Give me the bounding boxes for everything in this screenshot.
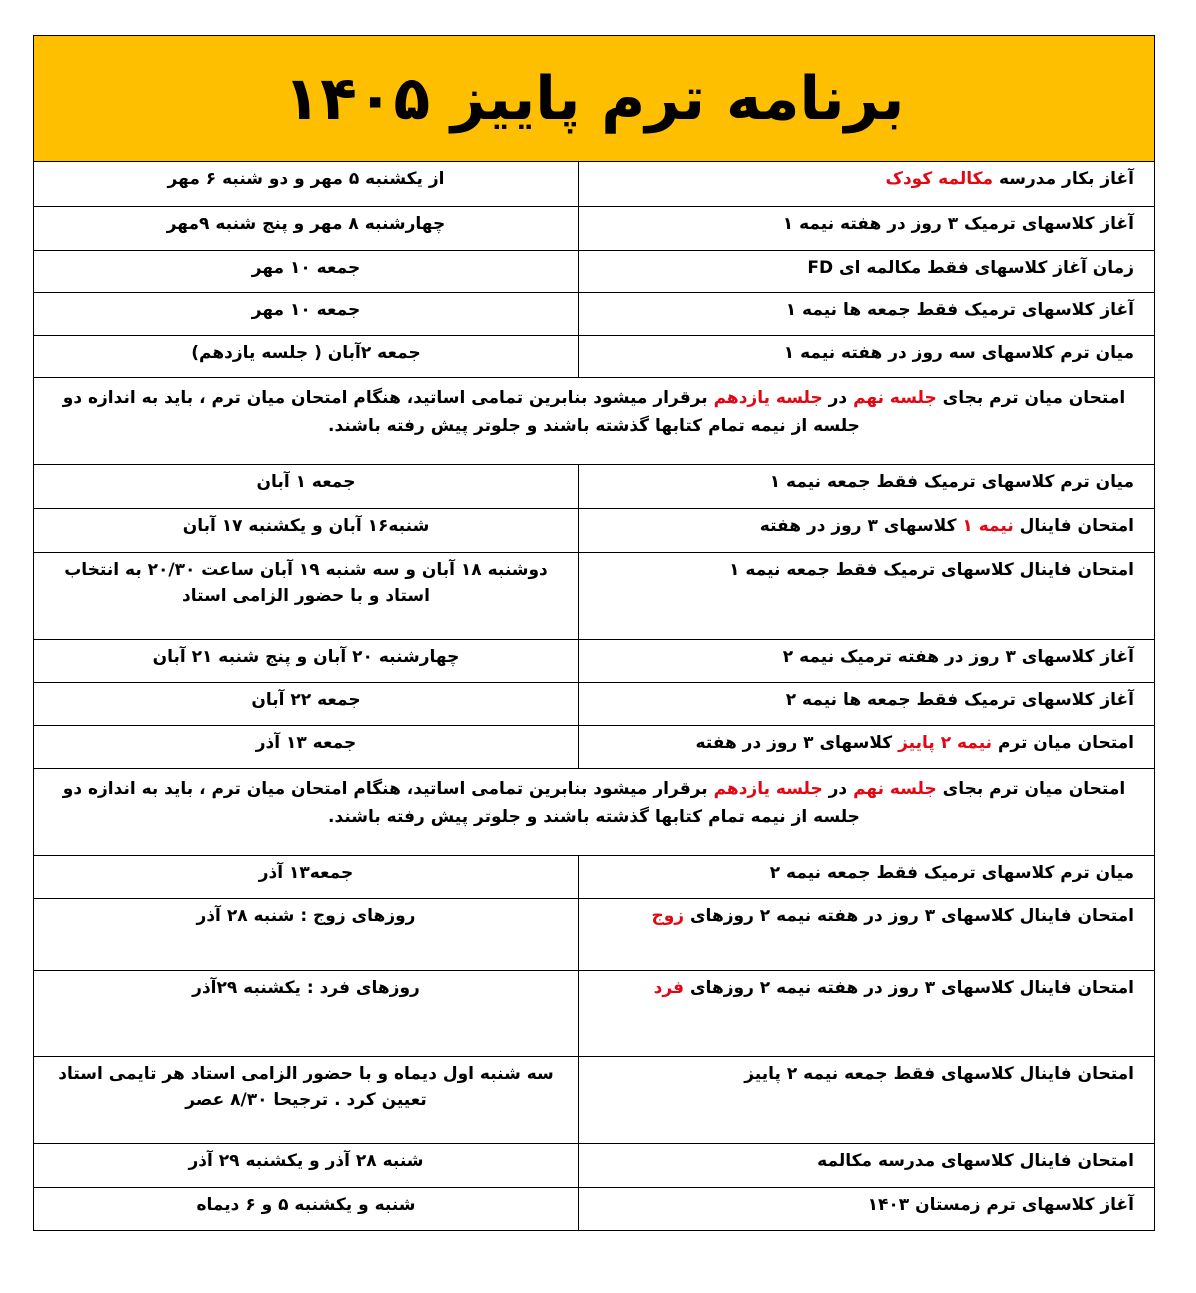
event-cell — [579, 162, 1155, 206]
event-text: آغاز کلاسهای ۳ روز در هفته ترمیک نیمه ۲ — [782, 646, 1134, 667]
note-highlight: جلسه یازدهم — [713, 387, 823, 408]
event-highlight: زوج — [651, 905, 685, 926]
schedule-row — [34, 682, 1154, 725]
schedule-row — [34, 206, 1154, 250]
note-row — [34, 377, 1154, 464]
event-cell — [579, 725, 1155, 768]
event-text: کلاسهای ۳ روز در هفته — [695, 732, 899, 753]
event-highlight: فرد — [653, 977, 685, 998]
note-text: در — [822, 778, 854, 799]
date-cell — [34, 1143, 579, 1187]
event-highlight: مکالمه کودک — [885, 169, 994, 189]
note-text: امتحان میان ترم بجای — [936, 387, 1126, 408]
date-cell — [34, 464, 579, 508]
event-text: میان ترم کلاسهای ترمیک فقط جمعه نیمه ۲ — [769, 862, 1134, 883]
event-cell — [579, 1143, 1155, 1187]
date-cell — [34, 970, 579, 1056]
event-cell — [579, 206, 1155, 250]
event-text: میان ترم کلاسهای ترمیک فقط جمعه نیمه ۱ — [769, 471, 1134, 492]
note-text: امتحان میان ترم بجای — [936, 778, 1126, 799]
event-cell — [579, 552, 1155, 639]
date-cell — [34, 206, 579, 250]
date-text: جمعه۱۳ آذر — [258, 862, 354, 883]
event-cell — [579, 250, 1155, 292]
schedule-row — [34, 1143, 1154, 1187]
event-text: آغاز کلاسهای ترمیک فقط جمعه ها نیمه ۲ — [785, 689, 1134, 710]
event-text: آغاز کلاسهای ترمیک فقط جمعه ها نیمه ۱ — [785, 299, 1134, 320]
event-text: زمان آغاز کلاسهای فقط مکالمه ای FD — [807, 257, 1134, 278]
event-text: امتحان فاینال کلاسهای ترمیک فقط جمعه نیمه ۱ — [729, 559, 1134, 580]
event-text: میان ترم کلاسهای سه روز در هفته نیمه ۱ — [783, 342, 1134, 363]
date-cell — [34, 1187, 579, 1230]
schedule-row — [34, 508, 1154, 552]
date-cell — [34, 292, 579, 335]
date-cell — [34, 250, 579, 292]
schedule-row — [34, 464, 1154, 508]
event-cell — [579, 335, 1155, 377]
date-text: دوشنبه ۱۸ آبان و سه شنبه ۱۹ آبان ساعت ۲۰/۳۰ به انتخاب استاد و با حضور الزامی استاد — [64, 559, 548, 606]
event-text: امتحان فاینال — [1013, 515, 1134, 536]
event-cell — [579, 639, 1155, 682]
date-text: روزهای فرد : یکشنبه ۲۹آذر — [192, 977, 420, 998]
date-text: شنبه و یکشنبه ۵ و ۶ دیماه — [196, 1194, 416, 1215]
date-cell — [34, 552, 579, 639]
event-text: امتحان میان ترم — [992, 732, 1134, 753]
date-text: شنبه ۲۸ آذر و یکشنبه ۲۹ آذر — [188, 1150, 424, 1171]
date-cell — [34, 898, 579, 970]
event-cell — [579, 682, 1155, 725]
date-text: جمعه ۱۰ مهر — [251, 257, 361, 278]
date-cell — [34, 1056, 579, 1143]
note-text: در — [822, 387, 854, 408]
date-cell — [34, 508, 579, 552]
note-text: برقرار میشود بنابرین تمامی اساتید، هنگام امتحان میان ترم ، باید به اندازه دو جلسه از نیمه تمام کتابها گذشته باشند و جلوتر پیش رفته باشند. — [62, 387, 860, 436]
date-text: چهارشنبه ۸ مهر و پنج شنبه ۹مهر — [166, 213, 446, 234]
event-text: آغاز کلاسهای ترمیک ۳ روز در هفته نیمه ۱ — [782, 213, 1134, 234]
event-cell — [579, 970, 1155, 1056]
date-cell — [34, 335, 579, 377]
date-text: شنبه۱۶ آبان و یکشنبه ۱۷ آبان — [182, 515, 430, 536]
schedule-row — [34, 250, 1154, 292]
schedule-row — [34, 639, 1154, 682]
schedule-row — [34, 335, 1154, 377]
event-text: آغاز بکار مدرسه — [993, 169, 1134, 189]
schedule-row — [34, 292, 1154, 335]
event-text: امتحان فاینال کلاسهای ۳ روز در هفته نیمه ۲ روزهای — [684, 905, 1134, 926]
schedule-row — [34, 970, 1154, 1056]
date-text: از یکشنبه ۵ مهر و دو شنبه ۶ مهر — [167, 169, 445, 189]
date-text: روزهای زوج : شنبه ۲۸ آذر — [196, 905, 416, 926]
date-cell — [34, 855, 579, 898]
schedule-row — [34, 1056, 1154, 1143]
date-cell — [34, 162, 579, 206]
date-text: چهارشنبه ۲۰ آبان و پنج شنبه ۲۱ آبان — [152, 646, 460, 667]
date-cell — [34, 682, 579, 725]
date-text: جمعه ۱۳ آذر — [255, 732, 357, 753]
event-cell — [579, 898, 1155, 970]
schedule-row — [34, 725, 1154, 768]
schedule-rows — [34, 162, 1154, 1230]
event-cell — [579, 1187, 1155, 1230]
date-text: جمعه ۲آبان ( جلسه یازدهم) — [191, 342, 421, 363]
event-highlight: نیمه ۱ — [962, 515, 1014, 536]
schedule-row — [34, 855, 1154, 898]
date-cell — [34, 639, 579, 682]
event-text: کلاسهای ۳ روز در هفته — [759, 515, 963, 536]
date-text: جمعه ۱ آبان — [256, 471, 356, 492]
note-cell — [34, 768, 1154, 855]
event-text: امتحان فاینال کلاسهای فقط جمعه نیمه ۲ پاییز — [744, 1063, 1134, 1084]
schedule-row — [34, 552, 1154, 639]
date-text: سه شنبه اول دیماه و با حضور الزامی استاد هر تایمی استاد تعیین کرد . ترجیحا ۸/۳۰ عصر — [58, 1063, 554, 1110]
title-banner — [34, 36, 1154, 162]
note-text: برقرار میشود بنابرین تمامی اساتید، هنگام امتحان میان ترم ، باید به اندازه دو جلسه از نیمه تمام کتابها گذشته باشند و جلوتر پیش رفته باشند. — [62, 778, 860, 827]
note-cell — [34, 377, 1154, 464]
event-cell — [579, 508, 1155, 552]
event-text: امتحان فاینال کلاسهای مدرسه مکالمه — [817, 1150, 1134, 1171]
schedule-row — [34, 1187, 1154, 1230]
event-text: آغاز کلاسهای ترم زمستان ۱۴۰۳ — [867, 1194, 1134, 1215]
page-title: برنامه ترم پاییز ۱۴۰۵ — [283, 63, 905, 134]
schedule-table — [34, 162, 1154, 1230]
event-cell — [579, 464, 1155, 508]
schedule-row — [34, 898, 1154, 970]
note-highlight: جلسه نهم — [853, 387, 937, 408]
date-text: جمعه ۲۲ آبان — [251, 689, 361, 710]
note-row — [34, 768, 1154, 855]
event-cell — [579, 292, 1155, 335]
event-cell — [579, 855, 1155, 898]
date-cell — [34, 725, 579, 768]
event-cell — [579, 1056, 1155, 1143]
schedule-row — [34, 162, 1154, 206]
schedule-sheet — [33, 35, 1155, 1231]
date-text: جمعه ۱۰ مهر — [251, 299, 361, 320]
event-text: امتحان فاینال کلاسهای ۳ روز در هفته نیمه ۲ روزهای — [684, 977, 1134, 998]
event-highlight: نیمه ۲ پاییز — [898, 732, 993, 753]
note-highlight: جلسه یازدهم — [713, 778, 823, 799]
note-highlight: جلسه نهم — [853, 778, 937, 799]
